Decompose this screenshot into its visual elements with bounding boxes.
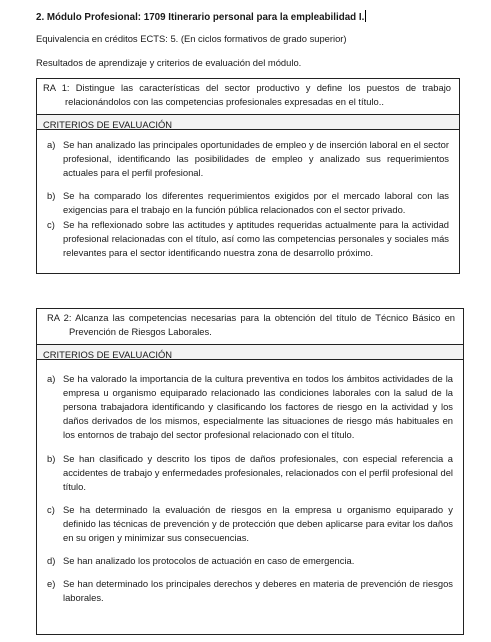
criterion-text: Se ha determinado la evaluación de riesgos en la empresa u organismo equiparado y definido las técnicas de prevención y de protección que deben aplicarse para evitar los daños en su origen y minimizar sus consecuencias. (63, 503, 453, 544)
ra2-criterion-d (47, 554, 453, 568)
ra2-criteria-body (37, 360, 463, 634)
criterion-text: Se han analizado las principales oportunidades de empleo y de inserción laboral en el sector profesional, identificando las posibilidades de empleo y analizado sus requerimientos actuales para el perfil profesional. (63, 139, 449, 179)
ra1-criteria-header: CRITERIOS DE EVALUACIÓN (37, 115, 459, 130)
ra1-criterion-a (47, 138, 449, 180)
criterion-letter: b) (47, 190, 56, 202)
criterion-letter: e) (47, 578, 56, 590)
ra2-criteria-header: CRITERIOS DE EVALUACIÓN (37, 345, 463, 360)
ra1-title: RA 1: Distingue las características del sector productivo y define los puestos de trabajo relacionándolos con las competencias profesionales expresadas en el título.. (43, 82, 451, 108)
ects-equivalence: Equivalencia en créditos ECTS: 5. (En ciclos formativos de grado superior) (36, 33, 347, 44)
ra1-criterion-c (47, 218, 449, 260)
ra2-criterion-e (47, 577, 453, 605)
criterion-text: Se han determinado los principales derechos y deberes en materia de prevención de riesgos laborales. (63, 578, 453, 604)
criterion-text: Se han clasificado y descrito los tipos de daños profesionales, con especial referencia a accidentes de trabajo y enfermedades profesionales, relacionados con el perfil profesional del título. (63, 452, 453, 492)
criterion-letter: d) (47, 555, 56, 567)
ra1-criterion-b (47, 189, 449, 217)
ra2-criterion-c (47, 503, 453, 545)
ra2-criterion-b (47, 452, 453, 494)
ra1-title-row (37, 79, 459, 115)
ra2-criterion-a (47, 372, 453, 443)
text-cursor (365, 10, 366, 22)
criterion-letter: a) (47, 373, 56, 384)
ra2-title-row (37, 309, 463, 345)
criterion-letter: a) (47, 139, 56, 150)
criterion-text: Se ha reflexionado sobre las actitudes y aptitudes requeridas actualmente para la actividad profesional relacionadas con el título, así como las competencias personales y sociales más relevantes para el sector identificando nuestra zona de desarrollo próximo. (63, 218, 449, 258)
results-intro: Resultados de aprendizaje y criterios de evaluación del módulo. (36, 57, 302, 68)
criterion-text: Se ha valorado la importancia de la cultura preventiva en todos los ámbitos actividades de la empresa u organismo equiparado relacionado las condiciones laborales con la salud de la persona trabajadora identificando y clasificando los factores de riesgo en la actividad y los daños derivados de los mismos, especialmente las situaciones de riesgo más habituales en los entornos de trabajo del sector profesional relacionado con el título. (63, 373, 453, 441)
ra1-table (36, 78, 460, 274)
criterion-letter: c) (47, 503, 55, 515)
ra2-title: RA 2: Alcanza las competencias necesarias para la obtención del título de Técnico Básico en Prevención de Riesgos Laborales. (47, 312, 455, 338)
criterion-text: Se ha comparado los diferentes requerimientos exigidos por el mercado laboral con las exigencias para el trabajo en la función pública relacionados con el sector privado. (63, 190, 449, 216)
criterion-text: Se han analizado los protocolos de actuación en caso de emergencia. (63, 555, 355, 567)
criterion-letter: c) (47, 218, 55, 230)
ra1-criteria-body (37, 130, 459, 273)
ra2-table (36, 308, 464, 635)
module-heading: 2. Módulo Profesional: 1709 Itinerario personal para la empleabilidad I. (36, 12, 365, 23)
criterion-letter: b) (47, 452, 56, 464)
